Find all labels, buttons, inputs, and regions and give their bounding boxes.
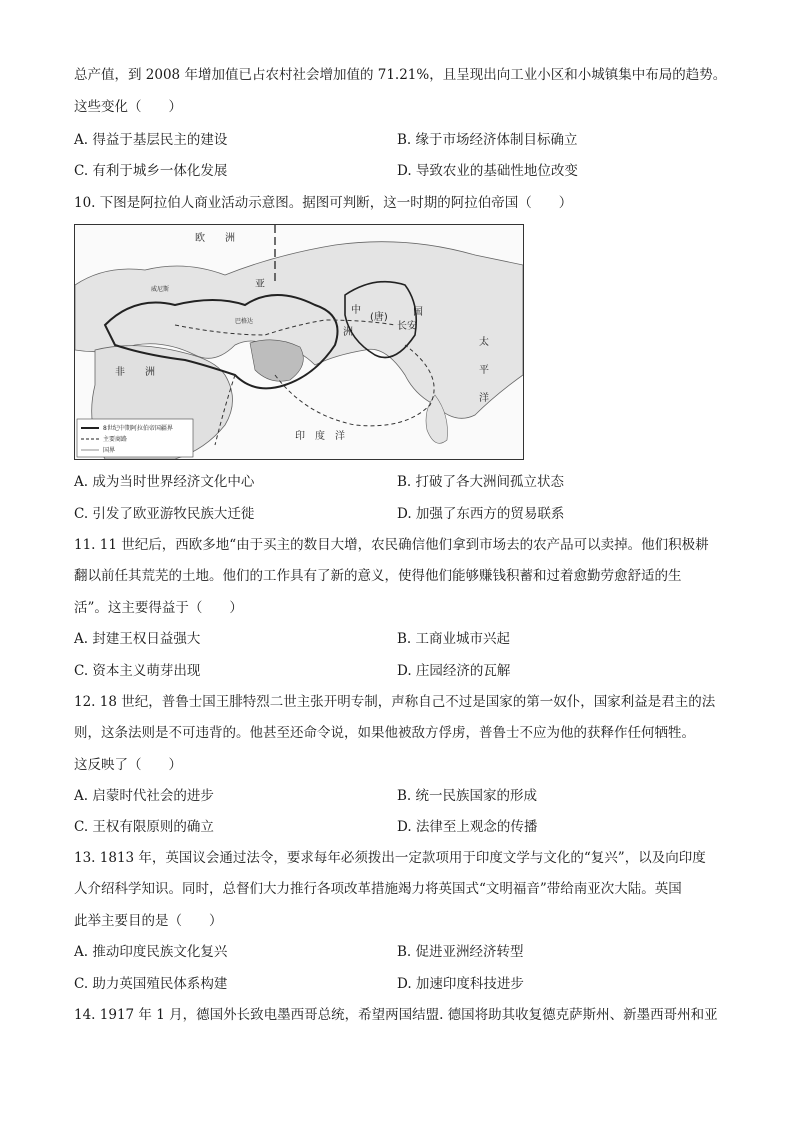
q12-option-c[interactable]: C. 王权有限原则的确立 [74, 819, 214, 835]
map-label-venice: 威尼斯 [151, 286, 170, 293]
map-label-changan: 长安 [397, 321, 417, 332]
legend-item-boundary: 8世纪中期阿拉伯帝国疆界 [103, 425, 173, 432]
map-label-indian-ocean: 印 度 洋 [295, 431, 345, 442]
arabia-land [250, 340, 303, 381]
map-legend [77, 419, 193, 457]
legend-item-border: 国界 [103, 447, 116, 454]
q9-line-1: 总产值，到 2008 年增加值已占农村社会增加值的 71.21%，且呈现出向工业小区和小城镇集中布局的趋势。 [74, 67, 727, 83]
q12-option-a[interactable]: A. 启蒙时代社会的进步 [74, 788, 214, 804]
q9-line-2: 这些变化（ ） [74, 99, 182, 115]
map-label-africa: 非 洲 [115, 367, 155, 378]
q11-line-2: 翻以前任其荒芜的土地。他们的工作具有了新的意义，使得他们能够赚钱积蓄和过着愈勤劳愈舒适的生 [74, 568, 682, 584]
q11-option-b[interactable]: B. 工商业城市兴起 [397, 631, 511, 647]
q12-option-b[interactable]: B. 统一民族国家的形成 [397, 788, 538, 804]
q11-line-1: 11. 11 世纪后，西欧多地“由于买主的数目大增，农民确信他们拿到市场去的农产品可以卖掉。他们积极耕 [74, 537, 709, 553]
map-label-baghdad: 巴格达 [235, 318, 254, 325]
q13-option-d[interactable]: D. 加速印度科技进步 [397, 976, 524, 992]
q10-option-d[interactable]: D. 加强了东西方的贸易联系 [397, 506, 565, 522]
q10-option-b[interactable]: B. 打破了各大洲间孤立状态 [397, 474, 565, 490]
q11-option-c[interactable]: C. 资本主义萌芽出现 [74, 663, 201, 679]
arab-trade-map [74, 224, 524, 460]
q14-line-1: 14. 1917 年 1 月，德国外长致电墨西哥总统，希望两国结盟. 德国将助其收复德克萨斯州、新墨西哥州和亚 [74, 1007, 718, 1023]
q13-option-b[interactable]: B. 促进亚洲经济转型 [397, 944, 524, 960]
map-label-pacific-3: 洋 [479, 393, 489, 404]
q9-option-d[interactable]: D. 导致农业的基础性地位改变 [397, 163, 578, 179]
map-svg [75, 225, 523, 459]
q13-line-3: 此举主要目的是（ ） [74, 913, 223, 929]
q10-option-c[interactable]: C. 引发了欧亚游牧民族大迁徙 [74, 506, 255, 522]
q12-line-3: 这反映了（ ） [74, 757, 182, 773]
q11-line-3: 活”。这主要得益于（ ） [74, 600, 243, 616]
q13-option-c[interactable]: C. 助力英国殖民体系构建 [74, 976, 228, 992]
map-label-pacific-1: 太 [479, 337, 489, 348]
q13-option-a[interactable]: A. 推动印度民族文化复兴 [74, 944, 228, 960]
map-label-tang: (唐) [370, 312, 388, 323]
q12-option-d[interactable]: D. 法律至上观念的传播 [397, 819, 538, 835]
map-label-pacific-2: 平 [479, 365, 489, 376]
map-label-asia: 亚 [255, 279, 265, 290]
q11-option-a[interactable]: A. 封建王权日益强大 [74, 631, 201, 647]
q13-line-1: 13. 1813 年，英国议会通过法令，要求每年必须拨出一定款项用于印度文学与文化的“复兴”，以及向印度 [74, 850, 706, 866]
q9-option-c[interactable]: C. 有利于城乡一体化发展 [74, 163, 228, 179]
map-label-zhong: 中 [351, 305, 361, 316]
q9-option-a[interactable]: A. 得益于基层民主的建设 [74, 132, 228, 148]
q13-line-2: 人介绍科学知识。同时，总督们大力推行各项改革措施竭力将英国式“文明福音”带给南亚次大陆。英国 [74, 881, 682, 897]
q12-line-1: 12. 18 世纪，普鲁士国王腓特烈二世主张开明专制，声称自己不过是国家的第一奴仆，国家利益是君主的法 [74, 694, 716, 710]
q10-stem: 10. 下图是阿拉伯人商业活动示意图。据图可判断，这一时期的阿拉伯帝国（ ） [74, 195, 573, 211]
q10-option-a[interactable]: A. 成为当时世界经济文化中心 [74, 474, 255, 490]
q12-line-2: 则，这条法则是不可违背的。他甚至还命令说，如果他被敌方俘虏，普鲁士不应为他的获释作任何牺牲。 [74, 725, 695, 741]
q9-option-b[interactable]: B. 缘于市场经济体制目标确立 [397, 132, 578, 148]
map-label-guo: 国 [413, 307, 423, 318]
map-label-europe: 欧 洲 [195, 233, 235, 244]
q11-option-d[interactable]: D. 庄园经济的瓦解 [397, 663, 511, 679]
legend-item-route: 主要商路 [103, 436, 128, 443]
map-label-zhou: 洲 [343, 327, 353, 338]
